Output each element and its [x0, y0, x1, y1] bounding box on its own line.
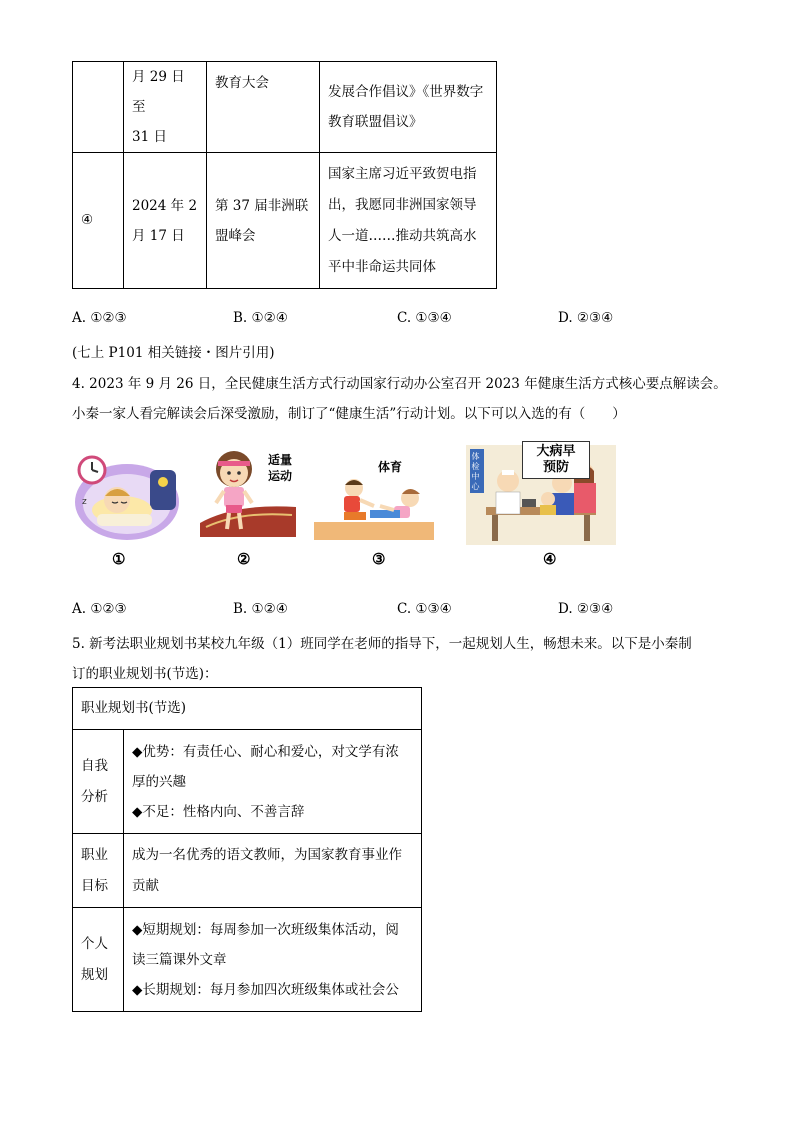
option-c[interactable]: C. ①③④: [397, 601, 452, 617]
content-line: 教育联盟倡议》: [328, 114, 423, 130]
row-body: [124, 908, 422, 1012]
moderate-exercise-label: [268, 452, 292, 484]
event-table: [72, 61, 497, 289]
row-head: [73, 908, 124, 1012]
head-line: 自我: [81, 757, 108, 774]
date-text-2: 月 17 日: [132, 227, 185, 244]
head-line: 分析: [81, 788, 108, 805]
image-caption-3: ③: [372, 550, 386, 568]
option-b[interactable]: B. ①②④: [233, 601, 288, 617]
date-text: 2024 年 2: [132, 197, 198, 214]
content-line: 国家主席习近平致贺电指: [328, 165, 477, 182]
row-head: [73, 834, 124, 908]
question-4-line2: 小秦一家人看完解读会后深受激励，制订了“健康生活”行动计划。以下可以入选的有（ ）: [72, 406, 626, 422]
content-line: 出，我愿同非洲国家领导: [328, 196, 477, 213]
question-5-line2: 订的职业规划书(节选)：: [72, 666, 218, 682]
date-text-2: 31 日: [132, 129, 167, 145]
table-cell-event: [207, 153, 320, 289]
row-body: [124, 834, 422, 908]
sleep-alarm-clock-icon: [72, 452, 182, 542]
table-cell-date: [124, 153, 207, 289]
body-line: 成为一名优秀的语文教师，为国家教育事业作: [132, 846, 402, 863]
label-line: 运动: [268, 469, 293, 483]
table-cell-date: [124, 62, 207, 153]
option-b[interactable]: B. ①②④: [233, 310, 288, 326]
event-text: 第 37 届非洲联: [215, 197, 309, 214]
head-line: 规划: [81, 966, 108, 983]
image-caption-1: ①: [112, 550, 126, 568]
date-text: 月 29 日至: [132, 69, 185, 115]
image-caption-4: ④: [543, 550, 557, 568]
row-body: [124, 730, 422, 834]
option-a[interactable]: A. ①②③: [72, 310, 127, 326]
early-prevention-sign: [522, 441, 590, 479]
content-line: 人一道……推动共筑高水: [328, 227, 477, 244]
head-line: 个人: [81, 935, 108, 952]
label-line: 适量: [268, 453, 293, 467]
table-cell-num: [73, 62, 124, 153]
image-caption-2: ②: [237, 550, 251, 568]
kids-exercise-icon: [314, 470, 434, 544]
table-cell-content: [320, 153, 497, 289]
body-line: 读三篇课外文章: [132, 951, 227, 968]
svg-text:z: z: [82, 497, 87, 507]
option-d[interactable]: D. ②③④: [558, 601, 614, 617]
table-cell-content: [320, 62, 497, 153]
option-a[interactable]: A. ①②③: [72, 601, 127, 617]
option-c[interactable]: C. ①③④: [397, 310, 452, 326]
body-line: ◆短期规划：每周参加一次班级集体活动，阅: [132, 921, 399, 938]
sign-line: 大病早: [536, 444, 576, 459]
source-note: (七上 P101 相关链接・图片引用): [72, 345, 275, 361]
question-4-line1: 4. 2023 年 9 月 26 日，全民健康生活方式行动国家行动办公室召开 2023 年健康生活方式核心要点解读会。: [72, 376, 727, 392]
row-head: [73, 730, 124, 834]
career-plan-table: [72, 687, 422, 1012]
body-line: 贡献: [132, 877, 159, 894]
table-cell-event: 教育大会: [207, 62, 320, 153]
content-line: 发展合作倡议》《世界数字: [328, 84, 484, 100]
head-line: 目标: [81, 877, 108, 894]
table-cell-num: ④: [73, 153, 124, 289]
question-5-line1: 5. 新考法职业规划书某校九年级（1）班同学在老师的指导下，一起规划人生，畅想未来。以下是小秦制: [72, 636, 692, 652]
checkup-center-sign: 体检中心: [471, 452, 480, 491]
sports-label: 体育: [378, 460, 403, 474]
body-line: 厚的兴趣: [132, 773, 186, 790]
body-line: ◆优势：有责任心、耐心和爱心，对文学有浓: [132, 743, 399, 760]
body-line: ◆不足：性格内向、不善言辞: [132, 803, 305, 820]
head-line: 职业: [81, 846, 108, 863]
sign-line: 预防: [542, 460, 569, 475]
career-plan-title: 职业规划书(节选): [73, 688, 422, 730]
option-d[interactable]: D. ②③④: [558, 310, 614, 326]
event-text-2: 盟峰会: [215, 227, 256, 244]
body-line: ◆长期规划：每月参加四次班级集体或社会公: [132, 981, 399, 998]
content-line: 平中非命运共同体: [328, 258, 436, 275]
